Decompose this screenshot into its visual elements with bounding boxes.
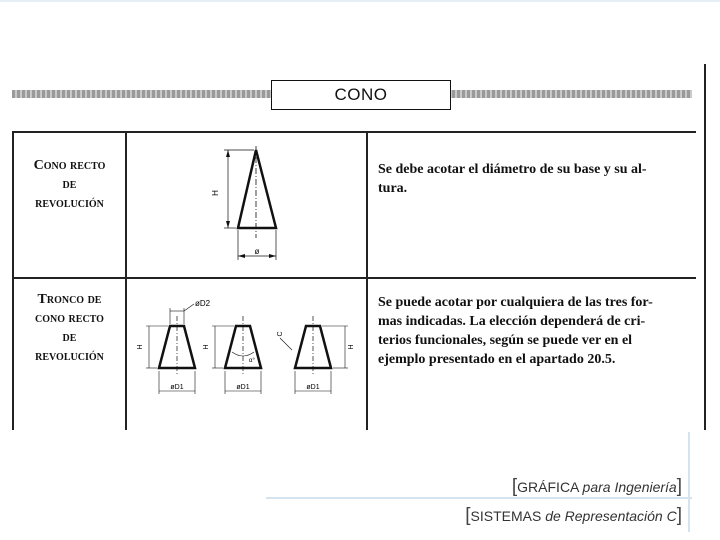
row1-label-line: revolución — [35, 196, 104, 211]
row2-description-line: mas indicadas. La elección dependerá de cri- — [378, 314, 646, 329]
frustum3-d1-label: øD1 — [306, 384, 320, 391]
row1-label-line: de — [62, 177, 77, 192]
row2-description-line: ejemplo presentado en el apartado 20.5. — [378, 352, 616, 367]
row2-label-line: cono recto — [35, 311, 104, 326]
row1-description — [378, 160, 696, 198]
cone-figure — [208, 142, 288, 266]
cone-height-label: H — [211, 190, 220, 196]
frustum2-angle-label: α° — [249, 358, 255, 364]
top-accent-line — [0, 0, 720, 2]
row2-description — [378, 293, 696, 369]
frustum-figures — [132, 294, 364, 402]
frustum2-height-label: H — [203, 344, 210, 350]
frustum1-d1-label: øD1 — [170, 384, 184, 391]
frustum3-height-label: H — [348, 344, 355, 350]
footer-title-line1: [GRÁFICA para Ingeniería] — [511, 476, 682, 497]
table-right-border — [704, 64, 706, 430]
row2-label-line: revolución — [35, 349, 104, 364]
footer-line1-main: GRÁFICA — [517, 479, 579, 495]
row1-description-line: Se debe acotar el diámetro de su base y su al- — [378, 162, 647, 177]
frustum3-taper-label: C — [277, 331, 284, 337]
section-title: CONO — [271, 80, 451, 110]
frustum1-d2-label: øD2 — [195, 299, 211, 308]
row2-label-line: Tronco de — [37, 292, 102, 307]
footer-line2-rest: de Representación C — [545, 508, 677, 524]
footer-line2-main: SISTEMAS — [470, 508, 542, 524]
frustum2-d1-label: øD1 — [236, 384, 250, 391]
table-col-divider-1 — [125, 131, 127, 430]
footer-vertical-rule — [688, 432, 690, 532]
table-top-border — [12, 131, 696, 133]
row2-description-line: Se puede acotar por cualquiera de las tres for- — [378, 295, 653, 310]
row2-label-line: de — [62, 330, 77, 345]
footer-line1-rest: para Ingeniería — [582, 479, 677, 495]
cone-diameter-label: ø — [254, 247, 260, 256]
footer-title-line2: [SISTEMAS de Representación C] — [465, 505, 682, 526]
row1-label-line: Cono recto — [33, 158, 106, 173]
row2-label — [14, 290, 125, 366]
row2-description-line: terios funcionales, según se puede ver en el — [378, 333, 633, 348]
table-col-divider-2 — [366, 131, 368, 430]
frustum1-height-label: H — [137, 344, 144, 350]
row1-label — [14, 156, 125, 213]
table-row-divider — [12, 277, 696, 279]
row1-description-line: tura. — [378, 181, 408, 196]
